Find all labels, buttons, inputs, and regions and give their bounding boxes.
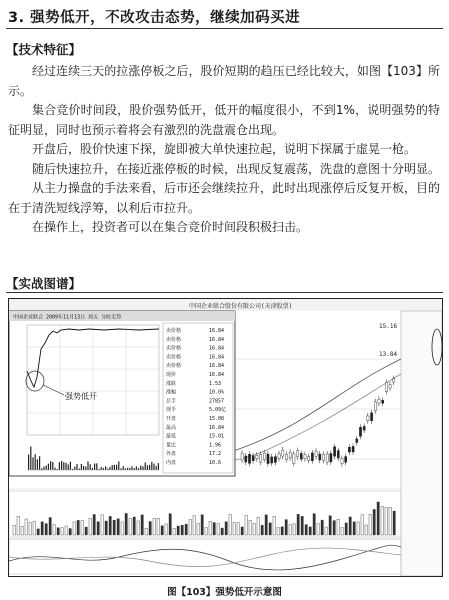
intraday-volume-bar <box>147 465 148 470</box>
intraday-inset <box>9 311 235 476</box>
quote-label: 卖价格 <box>166 345 182 352</box>
volume-bar <box>365 525 367 535</box>
intraday-volume-bar <box>116 465 117 470</box>
volume-bar <box>213 523 215 535</box>
volume-bar <box>285 520 287 535</box>
volume-bar <box>357 522 359 535</box>
quote-value: 17.2 <box>209 451 222 458</box>
volume-bar <box>261 525 263 535</box>
intraday-volume-bar <box>129 468 130 470</box>
intraday-volume-bar <box>87 461 88 470</box>
paragraph-4: 随后快速拉升，在接近涨停板的时候，出现反复震荡，洗盘的意图十分明显。 <box>32 161 441 176</box>
quote-value: 16.84 <box>209 372 225 378</box>
quote-label: 量比 <box>166 442 177 449</box>
candle-body <box>311 453 313 461</box>
quote-value: 15.08 <box>209 416 225 422</box>
intraday-volume-bar <box>123 466 124 470</box>
intraday-volume-bar <box>52 462 53 470</box>
volume-bar <box>145 528 147 535</box>
volume-bar <box>125 513 127 535</box>
intraday-volume-bar <box>105 466 106 470</box>
volume-bar <box>93 514 95 535</box>
volume-bar <box>269 523 271 535</box>
volume-bar <box>69 529 71 535</box>
volume-bar <box>205 528 207 535</box>
candle-body <box>334 447 336 456</box>
figure-caption: 图【103】强势低开示意图 <box>167 587 282 598</box>
paragraph-5: 从主力操盘的手法来看，后市还会继续拉升，此时出现涨停后反复开板，目的在于清洗短线浮筹，以利后市拉升。 <box>8 181 441 215</box>
volume-bar <box>141 515 143 535</box>
volume-bar <box>293 524 295 535</box>
intraday-volume-bar <box>120 468 121 470</box>
intraday-volume-bar <box>83 466 84 470</box>
volume-bar <box>37 529 39 535</box>
volume-bar <box>185 524 187 535</box>
quote-value: 10.0% <box>209 389 225 396</box>
volume-bar <box>289 525 291 535</box>
volume-bar <box>57 528 59 535</box>
intraday-volume-bar <box>114 465 115 470</box>
intraday-volume-bar <box>149 465 150 470</box>
volume-bar <box>157 518 159 535</box>
volume-bar <box>129 519 131 535</box>
candle-body <box>248 454 250 463</box>
volume-bars <box>13 502 395 535</box>
price-label-mid: 13.84 <box>379 351 398 358</box>
candle-body <box>271 457 273 463</box>
volume-bar <box>17 516 19 535</box>
intraday-volume-bar <box>134 468 135 470</box>
candle-body <box>371 413 373 421</box>
quote-value: 16.84 <box>209 336 225 343</box>
volume-bar <box>181 525 183 535</box>
volume-bar <box>117 519 119 535</box>
volume-bar <box>177 526 179 535</box>
candle-body <box>359 427 361 436</box>
candle-body <box>330 453 332 461</box>
chart-heading-rule <box>6 292 443 293</box>
intraday-volume-bar <box>127 468 128 470</box>
candle-body <box>252 456 254 461</box>
candle-body <box>300 453 302 459</box>
volume-bar <box>337 519 339 535</box>
candle-body <box>374 402 376 411</box>
indicator-line-2 <box>9 548 401 567</box>
intraday-volume-bar <box>32 457 33 470</box>
volume-bar <box>113 520 115 535</box>
candle-body <box>282 450 284 456</box>
volume-bar <box>109 516 111 535</box>
intraday-volume-bar <box>90 464 91 470</box>
candle-body <box>267 454 269 464</box>
intraday-volume-bar <box>138 468 139 470</box>
annotation-label: 强势低开 <box>65 392 97 401</box>
candle-body <box>367 416 369 421</box>
volume-bar <box>149 522 151 535</box>
quote-value: 16.84 <box>209 363 225 370</box>
candle-body <box>389 385 391 388</box>
candle-body <box>341 459 343 464</box>
intraday-volume-bar <box>136 466 137 470</box>
candle-body <box>385 382 387 391</box>
volume-bar <box>353 522 355 535</box>
quote-value: 16.84 <box>209 328 225 334</box>
volume-bar <box>25 519 27 535</box>
volume-bar <box>381 506 383 535</box>
candle-body <box>363 426 365 430</box>
candle-body <box>293 454 295 463</box>
quote-label: 最高 <box>166 424 177 431</box>
volume-bar <box>341 528 343 535</box>
heading-technical-features: 【技术特征】 <box>6 42 82 57</box>
candlestick-series <box>241 376 395 467</box>
volume-bar <box>97 522 99 535</box>
volume-bar <box>169 514 171 535</box>
paragraph-2: 集合竞价时间段，股价强势低开，低开的幅度很小，不到1%，说明强势的特征明显，同时也预示着将会有激烈的洗盘震仓出现。 <box>8 103 440 137</box>
candle-body <box>285 454 287 459</box>
volume-bar <box>393 511 395 535</box>
quote-label: 现价 <box>166 372 177 378</box>
intraday-volume-bar <box>65 463 66 470</box>
volume-bar <box>13 525 15 535</box>
volume-bar <box>349 517 351 535</box>
intraday-volume-bar <box>96 463 97 470</box>
volume-bar <box>233 523 235 535</box>
candle-body <box>315 451 317 456</box>
intraday-volume-bar <box>43 467 44 470</box>
quote-value: 16.84 <box>209 345 225 352</box>
quote-label: 卖价格 <box>166 363 182 370</box>
intraday-volume-bar <box>85 467 86 470</box>
quote-value: 1.53 <box>209 380 222 387</box>
quote-label: 卖价格 <box>166 354 182 361</box>
volume-bar <box>257 517 259 535</box>
volume-bar <box>61 528 63 535</box>
volume-bar <box>237 523 239 535</box>
heading-chart-examples: 【实战图谱】 <box>6 276 82 291</box>
volume-bar <box>77 520 79 535</box>
intraday-volume-bar <box>30 446 31 470</box>
candle-body <box>289 452 291 457</box>
intraday-volume-bar <box>61 461 62 470</box>
volume-bar <box>189 519 191 535</box>
intraday-volume-bar <box>76 464 77 470</box>
intraday-volume-bar <box>54 468 55 470</box>
intraday-volume-bar <box>140 466 141 470</box>
intraday-volume-bar <box>50 461 51 470</box>
volume-bar <box>21 526 23 535</box>
paragraph-6: 在操作上，投资者可以在集合竞价时间段积极扫击。 <box>32 220 309 234</box>
candle-body <box>326 454 328 462</box>
volume-bar <box>265 515 267 535</box>
quote-value: 16.84 <box>209 354 225 361</box>
volume-bar <box>325 527 327 535</box>
candle-body <box>345 457 347 463</box>
candle-body <box>245 456 247 462</box>
volume-bar <box>45 524 47 535</box>
intraday-volume-bar <box>41 468 42 470</box>
candle-body <box>356 439 358 443</box>
inset-window <box>9 311 235 476</box>
volume-bar <box>317 524 319 535</box>
intraday-volume-bar <box>153 464 154 470</box>
paragraph-3: 开盘后，股价快速下探，旋即被大单快速拉起，说明下探属于虚晃一枪。 <box>32 142 417 156</box>
quote-label: 外盘 <box>166 451 177 458</box>
volume-bar <box>313 514 315 535</box>
volume-bar <box>41 522 43 535</box>
inset-title: 中国企业联合 2009年11月13日 周五 分时走势 <box>13 314 122 321</box>
intraday-volume-bar <box>109 467 110 470</box>
candle-body <box>263 453 265 459</box>
section-number: 3. <box>8 10 25 26</box>
intraday-volume-bar <box>94 464 95 470</box>
stock-chart-figure <box>8 298 443 577</box>
volume-bar <box>361 515 363 535</box>
candle-body <box>378 399 380 403</box>
volume-bar <box>133 517 135 535</box>
volume-bar <box>301 516 303 535</box>
intraday-volume-bar <box>35 454 36 470</box>
quote-label: 卖价格 <box>166 328 182 334</box>
intraday-volume-bar <box>74 467 75 470</box>
candle-body <box>260 454 262 462</box>
volume-bar <box>73 522 75 535</box>
quote-value: 5.09亿 <box>209 407 227 414</box>
quote-label: 最低 <box>166 433 177 440</box>
quote-label: 卖价格 <box>166 336 182 343</box>
volume-bar <box>249 520 251 535</box>
volume-bar <box>389 507 391 535</box>
intraday-volume-bar <box>92 468 93 470</box>
volume-bar <box>297 514 299 535</box>
volume-bar <box>229 515 231 535</box>
volume-bar <box>345 523 347 535</box>
intraday-volume-bar <box>112 465 113 470</box>
volume-bar <box>241 527 243 535</box>
candle-body <box>319 454 321 460</box>
volume-bar <box>333 521 335 535</box>
volume-bar <box>281 527 283 535</box>
intraday-volume-bar <box>63 462 64 470</box>
candle-body <box>393 379 395 382</box>
quote-label: 涨幅 <box>166 389 177 396</box>
volume-bar <box>85 527 87 535</box>
volume-bar <box>197 523 199 535</box>
volume-bar <box>29 523 31 535</box>
volume-bar <box>305 525 307 535</box>
volume-bar <box>65 526 67 535</box>
volume-bar <box>89 518 91 535</box>
volume-bar <box>105 521 107 535</box>
quote-label: 总手 <box>166 398 177 405</box>
intraday-volume-bar <box>103 468 104 470</box>
quote-label: 内盘 <box>166 460 177 466</box>
section-title-text: 强势低开，不改攻击态势，继续加码买进 <box>30 10 301 26</box>
volume-bar <box>221 528 223 535</box>
price-axis <box>401 311 442 576</box>
stock-chart-svg <box>9 299 442 576</box>
intraday-volume-bar <box>37 459 38 470</box>
quote-value: 1.96 <box>209 442 222 449</box>
candle-body <box>278 454 280 459</box>
volume-bar <box>201 515 203 535</box>
candle-body <box>297 451 299 457</box>
paragraph-1: 经过连续三天的拉涨停板之后，股价短期的趋压已经比较大，如图【103】所示。 <box>8 64 440 98</box>
candle-body <box>308 457 310 461</box>
volume-bar <box>153 518 155 535</box>
candle-body <box>304 455 306 459</box>
quote-value: 15.01 <box>209 433 225 440</box>
volume-bar <box>121 522 123 535</box>
volume-bar <box>369 514 371 535</box>
intraday-volume-bar <box>28 455 29 470</box>
body-text <box>8 62 440 238</box>
quote-value: 27857 <box>209 398 225 405</box>
candle-body <box>382 400 384 403</box>
intraday-volume-bar <box>118 461 119 470</box>
candle-body <box>322 454 324 460</box>
intraday-volume-bar <box>70 462 71 470</box>
volume-bar <box>309 527 311 535</box>
intraday-volume-bar <box>145 462 146 470</box>
volume-bar <box>329 516 331 535</box>
intraday-volume-bar <box>131 466 132 470</box>
candle-body <box>337 451 339 458</box>
volume-bar <box>137 521 139 535</box>
intraday-volume-bar <box>48 464 49 470</box>
intraday-volume-bar <box>156 466 157 470</box>
volume-bar <box>165 524 167 535</box>
volume-bar <box>161 526 163 535</box>
quote-value: 16.84 <box>209 424 225 431</box>
candle-body <box>274 457 276 463</box>
volume-bar <box>101 515 103 535</box>
candle-body <box>348 447 350 452</box>
intraday-volume-bar <box>59 462 60 470</box>
volume-bar <box>49 518 51 535</box>
volume-bar <box>273 516 275 535</box>
volume-bar <box>33 521 35 535</box>
main-chart-title: 中国企业联合股份有限公司(天津股票) <box>189 303 293 310</box>
intraday-volume-bar <box>39 456 40 470</box>
intraday-volume-bar <box>158 463 159 470</box>
quote-label: 开盘 <box>166 416 177 422</box>
intraday-volume-bar <box>142 467 143 470</box>
volume-bar <box>173 528 175 535</box>
volume-bar <box>81 521 83 535</box>
title-underline <box>6 28 443 29</box>
volume-bar <box>373 509 375 535</box>
volume-bar <box>385 508 387 535</box>
volume-bar <box>193 516 195 535</box>
intraday-volume-bar <box>68 464 69 470</box>
intraday-volume-bar <box>151 462 152 470</box>
volume-bar <box>245 515 247 535</box>
intraday-volume-bar <box>46 466 47 470</box>
intraday-volume-bar <box>101 467 102 470</box>
section-title <box>8 6 300 27</box>
volume-bar <box>377 502 379 535</box>
indicator-panel <box>9 539 401 574</box>
intraday-volume-bar <box>81 464 82 470</box>
quote-value: 10.6 <box>209 460 222 466</box>
candle-body <box>352 446 354 452</box>
candle-body <box>256 455 258 459</box>
volume-bar <box>253 523 255 535</box>
volume-bar <box>277 528 279 535</box>
quote-label: 现手 <box>166 407 177 414</box>
volume-bar <box>321 520 323 535</box>
price-label-high: 15.16 <box>379 323 398 330</box>
volume-bar <box>217 524 219 535</box>
volume-bar <box>53 525 55 535</box>
volume-bar <box>209 521 211 535</box>
volume-bar <box>225 522 227 535</box>
candle-body <box>241 453 243 460</box>
quote-label: 涨跌 <box>166 380 177 387</box>
